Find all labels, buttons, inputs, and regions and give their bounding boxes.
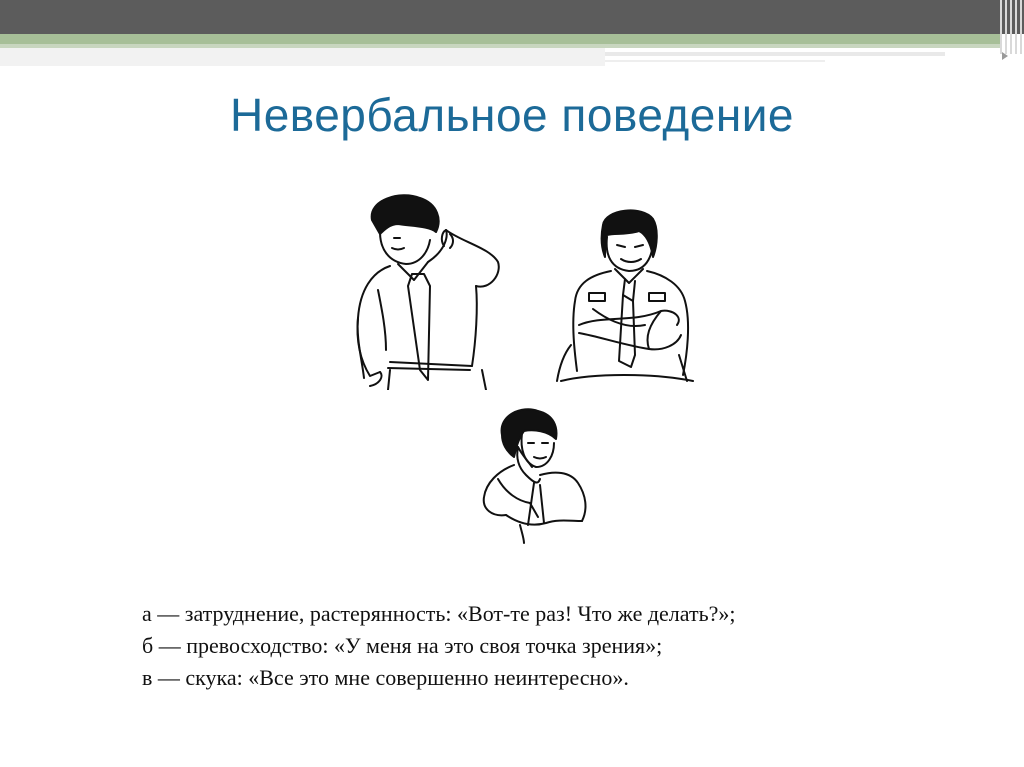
header-light-line	[605, 52, 945, 56]
bored-man-icon	[478, 405, 593, 545]
puzzled-man-icon	[350, 190, 510, 390]
superior-man-icon	[553, 205, 698, 385]
header-light-line-2	[605, 60, 825, 62]
header-stripes	[998, 0, 1024, 54]
caption-line-b: б — превосходство: «У меня на это своя точка зрения»;	[142, 633, 663, 658]
caption-line-c: в — скука: «Все это мне совершенно неинтересно».	[142, 665, 629, 690]
caption	[142, 598, 962, 694]
caption-line-a: а — затруднение, растерянность: «Вот-те раз! Что же делать?»;	[142, 601, 736, 626]
header-dark-bar	[0, 0, 1024, 34]
header-light-bar	[0, 48, 605, 66]
header-green-bar	[0, 34, 1000, 44]
triangle-arrow-icon	[1002, 52, 1008, 60]
slide-title: Невербальное поведение	[229, 89, 794, 141]
